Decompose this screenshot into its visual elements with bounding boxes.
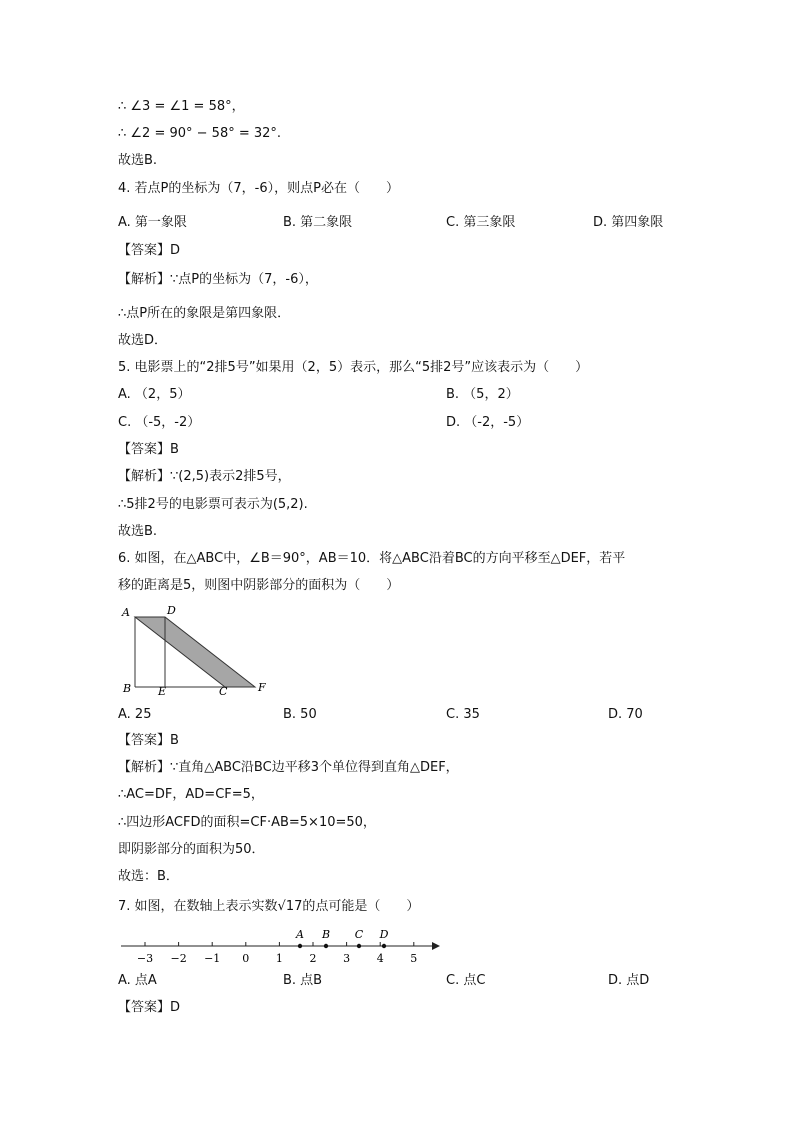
- number-line-point-label: A: [296, 928, 304, 941]
- q4-option-a: A. 第一象限: [118, 215, 187, 230]
- q5-option-d: D. （-2，-5）: [446, 415, 530, 430]
- q4-option-d: D. 第四象限: [593, 215, 664, 230]
- number-line-point-label: D: [379, 928, 389, 941]
- q4-analysis-2: ∴点P所在的象限是第四象限．: [118, 306, 291, 321]
- q7-answer: 【答案】D: [118, 1000, 181, 1015]
- number-line-tick-label: 5: [410, 952, 418, 965]
- q5-analysis-1: 【解析】∵(2,5)表示2排5号，: [118, 469, 291, 484]
- q7-option-d: D. 点D: [608, 973, 650, 988]
- q4-analysis-1: 【解析】∵点P的坐标为（7，-6），: [118, 272, 318, 287]
- q6-translation-figure: [118, 603, 278, 695]
- q6-analysis-2: ∴AC=DF，AD=CF=5，: [118, 787, 264, 802]
- q6-stem-line-2: 移的距离是5，则图中阴影部分的面积为（ ）: [118, 578, 400, 593]
- q4-stem: 4. 若点P的坐标为（7，-6），则点P必在（ ）: [118, 181, 399, 196]
- q4-option-b: B. 第二象限: [283, 215, 353, 230]
- prev-line-2: ∴ ∠2 = 90° − 58° = 32°.: [118, 126, 282, 141]
- shaded-parallelogram: [135, 617, 255, 687]
- q6-answer: 【答案】B: [118, 733, 179, 748]
- q6-option-c: C. 35: [446, 707, 480, 722]
- q6-option-d: D. 70: [608, 707, 643, 722]
- q4-analysis-3: 故选D．: [118, 333, 168, 348]
- label-e: E: [158, 685, 167, 695]
- prev-line-3: 故选B.: [118, 153, 158, 168]
- number-line-tick-label: 2: [309, 952, 317, 965]
- q5-option-a: A. （2，5）: [118, 387, 191, 402]
- number-line-point: [382, 944, 386, 948]
- number-line-arrow: [432, 942, 440, 950]
- q7-option-b: B. 点B: [283, 973, 323, 988]
- number-line-point: [357, 944, 361, 948]
- q6-option-b: B. 50: [283, 707, 317, 722]
- label-f: F: [258, 681, 266, 694]
- q7-number-line: [118, 924, 448, 968]
- number-line-tick-label: 4: [376, 952, 384, 965]
- q6-stem-line-1: 6. 如图，在△ABC中，∠B＝90°，AB＝10．将△ABC沿着BC的方向平移至△DEF，若平: [118, 551, 626, 566]
- q5-analysis-2: ∴5排2号的电影票可表示为(5,2).: [118, 497, 308, 512]
- number-line-tick-label: −1: [204, 952, 221, 965]
- label-c: C: [219, 685, 228, 695]
- number-line-tick-label: 0: [242, 952, 250, 965]
- label-d: D: [167, 604, 176, 617]
- q5-option-b: B. （5，2）: [446, 387, 519, 402]
- q7-option-c: C. 点C: [446, 973, 486, 988]
- q7-option-a: A. 点A: [118, 973, 157, 988]
- label-a: A: [122, 606, 130, 619]
- number-line-point-label: B: [321, 928, 331, 941]
- number-line-point-label: C: [354, 928, 364, 941]
- number-line-tick-label: −3: [136, 952, 154, 965]
- number-line-point: [324, 944, 328, 948]
- q4-option-c: C. 第三象限: [446, 215, 516, 230]
- q7-stem: 7. 如图，在数轴上表示实数√17的点可能是（ ）: [118, 899, 420, 914]
- q6-analysis-3: ∴四边形ACFD的面积=CF·AB=5×10=50，: [118, 815, 376, 830]
- prev-line-1: ∴ ∠3 = ∠1 = 58°，: [118, 99, 245, 114]
- q5-analysis-3: 故选B.: [118, 524, 158, 539]
- number-line-tick-label: 1: [275, 952, 283, 965]
- q6-analysis-4: 即阴影部分的面积为50．: [118, 842, 265, 857]
- number-line-tick-label: −2: [170, 952, 187, 965]
- q4-answer: 【答案】D: [118, 243, 181, 258]
- q6-option-a: A. 25: [118, 707, 152, 722]
- q5-stem: 5. 电影票上的“2排5号”如果用（2，5）表示，那么“5排2号”应该表示为（ ）: [118, 360, 589, 375]
- q5-option-c: C. （-5，-2）: [118, 415, 201, 430]
- q6-analysis-5: 故选：B．: [118, 869, 179, 884]
- q6-analysis-1: 【解析】∵直角△ABC沿BC边平移3个单位得到直角△DEF，: [118, 760, 459, 775]
- label-b: B: [123, 682, 132, 695]
- q5-answer: 【答案】B: [118, 442, 179, 457]
- number-line-tick-label: 3: [343, 952, 351, 965]
- number-line-point: [298, 944, 302, 948]
